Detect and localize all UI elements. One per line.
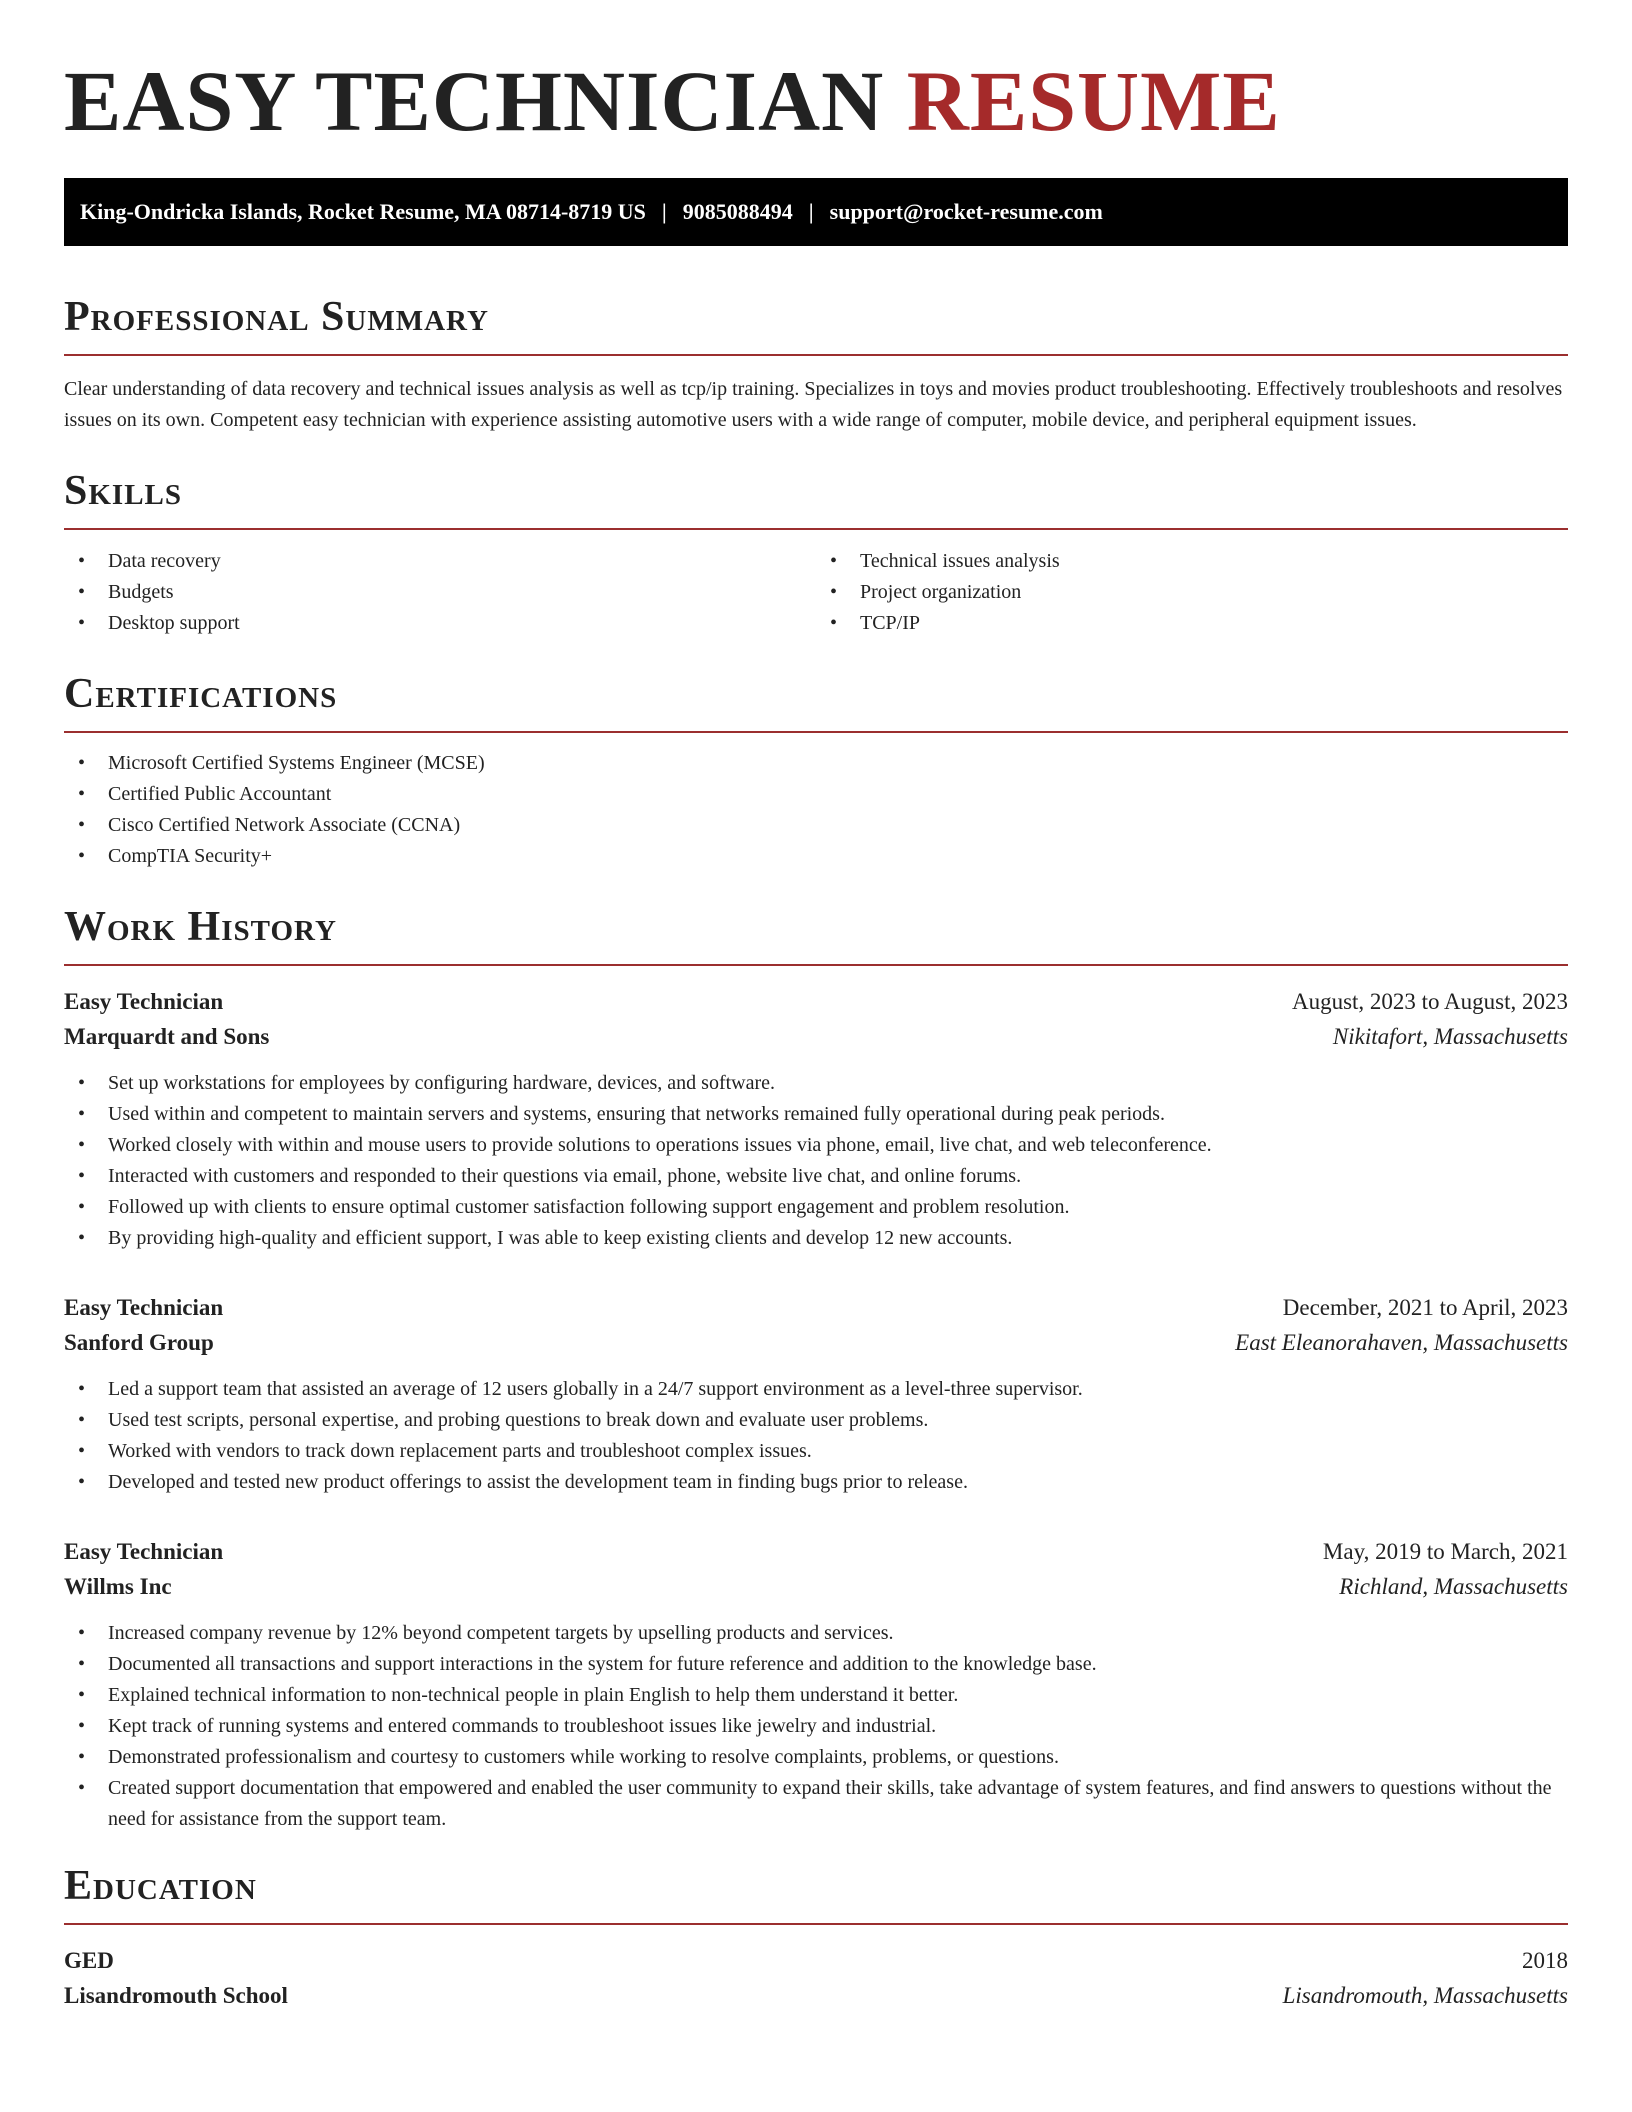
work-history-heading: Work History — [64, 904, 337, 950]
education-location: Lisandromouth, Massachusetts — [1282, 1983, 1568, 2008]
job-location: Richland, Massachusetts — [1339, 1574, 1568, 1599]
job-bullet: • Used test scripts, personal expertise, and probing questions to break down and evaluate user problems. — [64, 1405, 1568, 1436]
job-title: Easy Technician — [64, 1539, 224, 1564]
job-entry — [64, 984, 1568, 1254]
job-bullet: • By providing high-quality and efficient support, I was able to keep existing clients and develop 12 new accounts. — [64, 1223, 1568, 1254]
job-company-row — [64, 1569, 1568, 1604]
job-dates: May, 2019 to March, 2021 — [1322, 1539, 1568, 1564]
job-bullet: • Developed and tested new product offerings to assist the development team in finding bugs prior to release. — [64, 1467, 1568, 1498]
certification-item: • Cisco Certified Network Associate (CCNA) — [64, 810, 1568, 841]
certifications-heading: Certifications — [64, 671, 338, 717]
job-bullet: • Followed up with clients to ensure optimal customer satisfaction following support engagement and problem resolution. — [64, 1192, 1568, 1223]
job-dates: December, 2021 to April, 2023 — [1282, 1295, 1568, 1320]
job-title-row — [64, 1534, 1568, 1569]
job-bullet-list — [64, 1618, 1568, 1835]
section-divider — [64, 354, 1568, 356]
job-dates: August, 2023 to August, 2023 — [1291, 989, 1568, 1014]
contact-separator: | — [661, 199, 667, 224]
job-title: Easy Technician — [64, 989, 224, 1014]
certification-item: • Certified Public Accountant — [64, 779, 1568, 810]
resume-title — [64, 0, 1568, 149]
title-accent: RESUME — [906, 53, 1281, 149]
skills-left-list — [64, 546, 816, 639]
summary-section — [64, 296, 1568, 436]
job-bullet-list — [64, 1068, 1568, 1254]
job-bullet: • Interacted with customers and responded to their questions via email, phone, website live chat, and online forums. — [64, 1161, 1568, 1192]
job-bullet: • Created support documentation that empowered and enabled the user community to expand their skills, take advantage of system features, and find answers to questions without the need for assistance from the support team. — [64, 1773, 1568, 1835]
job-title-row — [64, 1290, 1568, 1325]
skills-heading: Skills — [64, 468, 183, 514]
skill-item: • Budgets — [64, 577, 816, 608]
education-section — [64, 1865, 1568, 2013]
job-company: Marquardt and Sons — [64, 1024, 270, 1049]
job-bullet: • Worked closely with within and mouse users to provide solutions to operations issues via phone, email, live chat, and web teleconference. — [64, 1130, 1568, 1161]
job-location: Nikitafort, Massachusetts — [1332, 1024, 1568, 1049]
job-bullet: • Set up workstations for employees by configuring hardware, devices, and software. — [64, 1068, 1568, 1099]
certification-item: • Microsoft Certified Systems Engineer (MCSE) — [64, 748, 1568, 779]
job-bullet-list — [64, 1374, 1568, 1498]
job-entry — [64, 1534, 1568, 1835]
job-bullet: • Worked with vendors to track down replacement parts and troubleshoot complex issues. — [64, 1436, 1568, 1467]
skills-columns — [64, 546, 1568, 639]
section-divider — [64, 528, 1568, 530]
education-degree: GED — [64, 1948, 114, 1973]
job-bullet: • Explained technical information to non-technical people in plain English to help them understand it better. — [64, 1680, 1568, 1711]
job-company-row — [64, 1019, 1568, 1054]
skill-item: • Desktop support — [64, 608, 816, 639]
job-bullet: • Increased company revenue by 12% beyond competent targets by upselling products and services. — [64, 1618, 1568, 1649]
skills-section — [64, 470, 1568, 639]
skill-item: • Technical issues analysis — [816, 546, 1568, 577]
section-divider — [64, 731, 1568, 733]
job-bullet: • Used within and competent to maintain servers and systems, ensuring that networks remained fully operational during peak periods. — [64, 1099, 1568, 1130]
job-title: Easy Technician — [64, 1295, 224, 1320]
job-title-row — [64, 984, 1568, 1019]
skill-item: • Project organization — [816, 577, 1568, 608]
skill-item: • Data recovery — [64, 546, 816, 577]
education-school-row — [64, 1978, 1568, 2013]
contact-email: support@rocket-resume.com — [829, 199, 1103, 224]
job-entry — [64, 1290, 1568, 1498]
work-history-section — [64, 906, 1568, 1835]
section-divider — [64, 1923, 1568, 1925]
skills-right-list — [816, 546, 1568, 639]
contact-address: King-Ondricka Islands, Rocket Resume, MA 08714-8719 US — [80, 199, 646, 224]
contact-phone: 9085088494 — [682, 199, 793, 224]
education-school: Lisandromouth School — [64, 1983, 288, 2008]
title-main: EASY TECHNICIAN — [64, 53, 885, 149]
education-heading: Education — [64, 1863, 257, 1909]
education-degree-row — [64, 1943, 1568, 1978]
job-company: Willms Inc — [64, 1574, 172, 1599]
certification-item: • CompTIA Security+ — [64, 841, 1568, 872]
education-year: 2018 — [1522, 1948, 1568, 1973]
job-company: Sanford Group — [64, 1330, 214, 1355]
job-bullet: • Demonstrated professionalism and courtesy to customers while working to resolve complaints, problems, or questions. — [64, 1742, 1568, 1773]
job-bullet: • Kept track of running systems and entered commands to troubleshoot issues like jewelry and industrial. — [64, 1711, 1568, 1742]
job-company-row — [64, 1325, 1568, 1360]
contact-separator: | — [808, 199, 814, 224]
certifications-list — [64, 748, 1568, 872]
skill-item: • TCP/IP — [816, 608, 1568, 639]
job-location: East Eleanorahaven, Massachusetts — [1235, 1330, 1568, 1355]
summary-text: Clear understanding of data recovery and technical issues analysis as well as tcp/ip training. Specializes in toys and movies product troubleshooting. Effectively troubleshoots and resolves issues on its own. Competent easy technician with experience assisting automotive users with a wide range of computer, mobile device, and peripheral equipment issues. — [64, 378, 1563, 431]
education-entry — [64, 1943, 1568, 2013]
section-divider — [64, 964, 1568, 966]
job-bullet: • Led a support team that assisted an average of 12 users globally in a 24/7 support environment as a level-three supervisor. — [64, 1374, 1568, 1405]
summary-heading: Professional Summary — [64, 294, 489, 340]
certifications-section — [64, 673, 1568, 872]
contact-bar — [64, 178, 1568, 246]
job-bullet: • Documented all transactions and support interactions in the system for future reference and addition to the knowledge base. — [64, 1649, 1568, 1680]
